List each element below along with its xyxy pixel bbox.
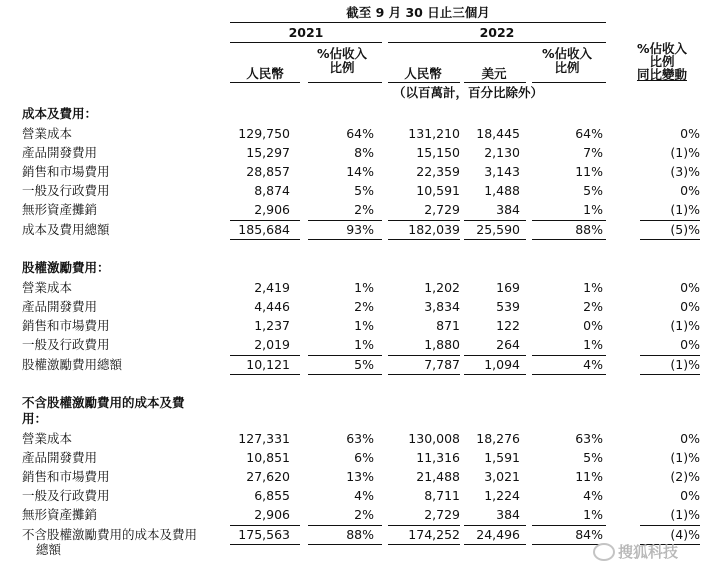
cell-rmb22: 1,880 [424,337,460,352]
total-pct22: 4% [583,357,603,372]
section-title-cont: 用： [22,411,48,426]
total-rule [230,374,300,375]
cell-rmb21: 2,419 [254,280,290,295]
cell-usd22: 539 [496,299,520,314]
cell-pct21: 13% [346,469,374,484]
total-rule [388,239,460,240]
subtotal-rule [230,220,300,221]
total-rmb22: 7,787 [424,357,460,372]
col-yoy-header-l1: %佔收入 [636,41,688,56]
section-title: 股權激勵費用： [22,260,110,275]
row-label: 營業成本 [22,126,73,141]
cell-usd22: 1,224 [484,488,520,503]
total-label: 不含股權激勵費用的成本及費用 [22,527,198,542]
total-rule [640,239,700,240]
total-rule [532,239,606,240]
cell-rmb22: 22,359 [416,164,460,179]
cell-rmb21: 27,620 [246,469,290,484]
cell-pct22: 2% [583,299,603,314]
total-yoy: (5)% [670,222,700,237]
unit-note: （以百萬計，百分比除外） [392,85,543,100]
total-rule [464,239,526,240]
cell-yoy: 0% [680,488,700,503]
row-label: 一般及行政費用 [22,337,110,352]
cell-usd22: 3,143 [484,164,520,179]
cell-yoy: (1)% [670,145,700,160]
weibo-logo-icon [593,543,615,561]
cell-yoy: 0% [680,183,700,198]
cell-pct21: 2% [354,202,374,217]
year-2021-rule [230,42,382,43]
total-label: 成本及費用總額 [22,222,110,237]
cell-pct21: 1% [354,337,374,352]
col-pct-2022-header-l2: 比例 [554,60,580,75]
cell-yoy: (1)% [670,202,700,217]
cell-pct22: 7% [583,145,603,160]
total-pct21: 93% [346,222,374,237]
col-usd-2022-header: 美元 [481,66,507,81]
col-yoy-header-l3: 同比變動 [636,67,687,82]
total-rule [308,544,382,545]
col-rule-pct22 [532,82,606,83]
row-label: 無形資產攤銷 [22,202,98,217]
total-pct22: 88% [575,222,603,237]
total-rule [308,239,382,240]
cell-pct22: 0% [583,318,603,333]
cell-pct21: 2% [354,507,374,522]
cell-pct21: 5% [354,183,374,198]
cell-yoy: 0% [680,280,700,295]
cell-rmb21: 8,874 [254,183,290,198]
cell-pct21: 14% [346,164,374,179]
cell-pct22: 1% [583,507,603,522]
cell-usd22: 169 [496,280,520,295]
total-rule [230,239,300,240]
cell-rmb22: 10,591 [416,183,460,198]
year-2022-rule [388,42,606,43]
subtotal-rule [388,220,460,221]
cell-rmb21: 2,019 [254,337,290,352]
cell-pct21: 1% [354,318,374,333]
cell-usd22: 1,488 [484,183,520,198]
cell-rmb22: 2,729 [424,507,460,522]
cell-rmb21: 2,906 [254,202,290,217]
period-header: 截至 9 月 30 日止三個月 [346,5,490,20]
cell-usd22: 2,130 [484,145,520,160]
total-usd22: 1,094 [484,357,520,372]
cell-usd22: 122 [496,318,520,333]
row-label: 產品開發費用 [22,450,98,465]
col-rule-usd22 [464,82,526,83]
cell-pct21: 4% [354,488,374,503]
cell-pct22: 11% [575,469,603,484]
total-rmb22: 182,039 [408,222,460,237]
cell-rmb22: 2,729 [424,202,460,217]
row-label: 銷售和市場費用 [22,469,110,484]
subtotal-rule [640,355,700,356]
subtotal-rule [640,220,700,221]
col-pct-2021-header-l1: %佔收入 [316,46,368,61]
row-label: 營業成本 [22,431,73,446]
cell-pct21: 8% [354,145,374,160]
cell-usd22: 384 [496,202,520,217]
cell-usd22: 3,021 [484,469,520,484]
cell-pct22: 11% [575,164,603,179]
watermark [593,541,678,562]
cell-pct22: 1% [583,280,603,295]
cell-rmb21: 15,297 [246,145,290,160]
header-rule [230,22,606,23]
cell-yoy: 0% [680,337,700,352]
cell-pct22: 64% [575,126,603,141]
cell-rmb22: 3,834 [424,299,460,314]
cell-pct21: 1% [354,280,374,295]
total-rmb21: 10,121 [246,357,290,372]
section-title: 成本及費用： [22,106,98,121]
col-rule-rmb22 [388,82,460,83]
cell-usd22: 18,445 [476,126,520,141]
subtotal-rule [230,355,300,356]
row-label: 一般及行政費用 [22,183,110,198]
total-usd22: 24,496 [476,527,520,542]
cell-pct22: 5% [583,450,603,465]
cell-yoy: 0% [680,126,700,141]
row-label: 營業成本 [22,280,73,295]
cell-yoy: (1)% [670,450,700,465]
cell-yoy: (3)% [670,164,700,179]
total-rule [640,374,700,375]
cell-pct21: 6% [354,450,374,465]
col-rmb-2022-header: 人民幣 [404,66,442,81]
cell-pct21: 2% [354,299,374,314]
total-rule [308,374,382,375]
cell-rmb22: 1,202 [424,280,460,295]
cell-rmb22: 8,711 [424,488,460,503]
total-rule [532,374,606,375]
cell-pct22: 1% [583,202,603,217]
watermark-text: 搜狐科技 [618,543,679,561]
subtotal-rule [388,355,460,356]
subtotal-rule [308,355,382,356]
cell-rmb21: 28,857 [246,164,290,179]
cell-pct21: 63% [346,431,374,446]
cell-rmb21: 2,906 [254,507,290,522]
cell-rmb22: 15,150 [416,145,460,160]
total-rule [464,374,526,375]
total-yoy: (4)% [670,527,700,542]
total-rule [464,544,526,545]
subtotal-rule [308,525,382,526]
cell-pct22: 1% [583,337,603,352]
section-title: 不含股權激勵費用的成本及費 [22,395,185,410]
total-rmb22: 174,252 [408,527,460,542]
subtotal-rule [388,525,460,526]
col-rule-pct21 [308,82,382,83]
col-yoy-header-l2: 比例 [649,54,675,69]
col-rule-rmb21 [230,82,300,83]
row-label: 一般及行政費用 [22,488,110,503]
cell-rmb22: 131,210 [408,126,460,141]
subtotal-rule [464,525,526,526]
total-pct21: 88% [346,527,374,542]
total-label-cont: 總額 [36,542,62,557]
total-usd22: 25,590 [476,222,520,237]
cell-rmb21: 10,851 [246,450,290,465]
cell-usd22: 1,591 [484,450,520,465]
cell-rmb21: 4,446 [254,299,290,314]
subtotal-rule [532,355,606,356]
row-label: 無形資產攤銷 [22,507,98,522]
cell-pct22: 63% [575,431,603,446]
cell-rmb22: 871 [436,318,460,333]
cell-rmb21: 127,331 [238,431,290,446]
subtotal-rule [464,355,526,356]
subtotal-rule [532,525,606,526]
cell-usd22: 18,276 [476,431,520,446]
col-rmb-2021-header: 人民幣 [246,66,284,81]
row-label: 產品開發費用 [22,299,98,314]
subtotal-rule [464,220,526,221]
cell-rmb21: 1,237 [254,318,290,333]
subtotal-rule [532,220,606,221]
total-rmb21: 175,563 [238,527,290,542]
subtotal-rule [230,525,300,526]
col-pct-2021-header-l2: 比例 [329,60,355,75]
total-rule [230,544,300,545]
row-label: 產品開發費用 [22,145,98,160]
cell-pct22: 5% [583,183,603,198]
total-rule [388,374,460,375]
total-yoy: (1)% [670,357,700,372]
subtotal-rule [640,525,700,526]
subtotal-rule [308,220,382,221]
col-pct-2022-header-l1: %佔收入 [541,46,593,61]
cell-pct22: 4% [583,488,603,503]
year-2022-header: 2022 [479,25,515,40]
total-rmb21: 185,684 [238,222,290,237]
row-label: 銷售和市場費用 [22,164,110,179]
cell-usd22: 264 [496,337,520,352]
cell-rmb21: 6,855 [254,488,290,503]
cell-rmb22: 11,316 [416,450,460,465]
total-rule [388,544,460,545]
cell-pct21: 64% [346,126,374,141]
cell-yoy: 0% [680,299,700,314]
year-2021-header: 2021 [288,25,324,40]
cell-usd22: 384 [496,507,520,522]
row-label: 銷售和市場費用 [22,318,110,333]
total-label: 股權激勵費用總額 [22,357,123,372]
cell-yoy: (1)% [670,507,700,522]
cell-yoy: 0% [680,431,700,446]
cell-yoy: (2)% [670,469,700,484]
cell-rmb21: 129,750 [238,126,290,141]
cell-yoy: (1)% [670,318,700,333]
cell-rmb22: 21,488 [416,469,460,484]
cell-rmb22: 130,008 [408,431,460,446]
total-pct21: 5% [354,357,374,372]
total-pct22: 84% [575,527,603,542]
